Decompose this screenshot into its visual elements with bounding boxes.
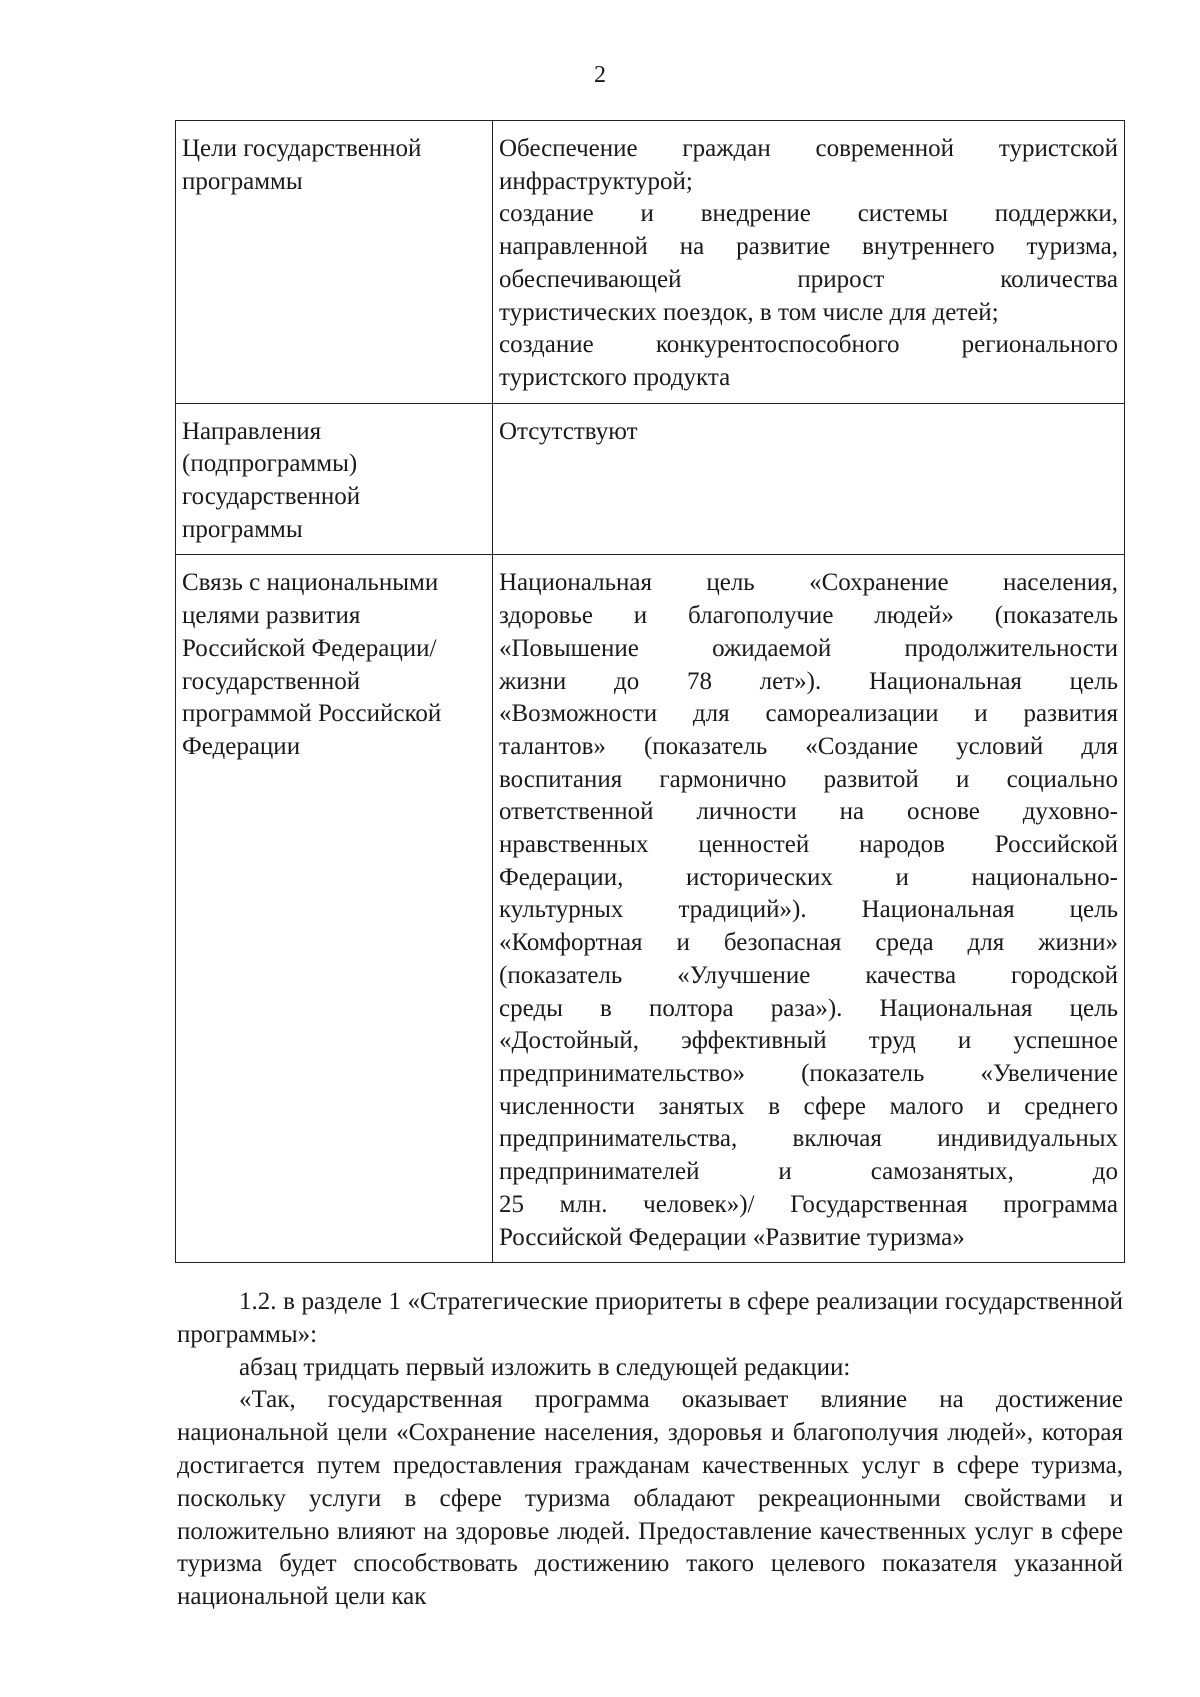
directions-label-cell (176, 403, 493, 555)
goals-value-line: Обеспечение граждан современной туристской (499, 135, 1118, 162)
national-goals-value-line: численности занятых в сфере малого и среднего (499, 1092, 1118, 1120)
national-goals-label-line: государственной (182, 667, 361, 695)
document-body-text (177, 1286, 1123, 1614)
directions-label-line: Направления (182, 417, 322, 445)
national-goals-label-line: Российской Федерации/ (182, 634, 437, 662)
instruction-paragraph: абзац тридцать первый изложить в следующей редакции: (239, 1353, 851, 1381)
amendment-paragraph: 1.2. в разделе 1 «Стратегические приоритеты в сфере реализации государственной программы»: (177, 1288, 1123, 1348)
goals-value-line: туристского продукта (499, 363, 731, 391)
goals-label-line: Цели государственной (182, 135, 422, 162)
national-goals-value-line: «Возможности для самореализации и развития (499, 700, 1118, 728)
goals-label-cell (176, 121, 493, 404)
goals-value-line: создание и внедрение системы поддержки, (499, 200, 1118, 228)
national-goals-value-line: жизни до 78 лет»). Национальная цель (499, 667, 1118, 695)
national-goals-label-line: Связь с национальными (182, 569, 439, 597)
program-passport-table (175, 120, 1125, 1263)
goals-value-line: туристических поездок, в том числе для детей; (499, 298, 999, 326)
national-goals-value-line: Национальная цель «Сохранение населения, (499, 569, 1118, 597)
page-number: 2 (594, 62, 606, 88)
national-goals-value-line: предпринимательство» (показатель «Увеличение (499, 1059, 1118, 1087)
national-goals-value-line: 25 млн. человек»)/ Государственная программа (499, 1190, 1118, 1218)
table-row-directions (176, 403, 1125, 555)
national-goals-value-line: талантов» (показатель «Создание условий для (499, 732, 1118, 760)
goals-value-cell (493, 121, 1125, 404)
national-goals-label-line: целями развития (182, 602, 361, 630)
directions-label-line: программы (182, 515, 303, 543)
national-goals-value-line: «Комфортная и безопасная среда для жизни» (499, 929, 1118, 957)
national-goals-value-line: воспитания гармонично развитой и социально (499, 765, 1118, 793)
directions-label-line: государственной (182, 483, 361, 511)
national-goals-value-line: нравственных ценностей народов Российской (499, 831, 1118, 859)
goals-label-line: программы (182, 167, 303, 195)
goals-value-line: направленной на развитие внутреннего туризма, (499, 233, 1118, 261)
national-goals-value-line: ответственной личности на основе духовно- (499, 798, 1118, 826)
national-goals-label-line: Федерации (182, 732, 301, 760)
national-goals-value-line: «Достойный, эффективный труд и успешное (499, 1027, 1118, 1055)
national-goals-value-line: (показатель «Улучшение качества городской (499, 961, 1118, 989)
quoted-paragraph: «Так, государственная программа оказывает влияние на достижение национальной цели «Сохранение населения, здоровья и благополучия людей», которая достигается путем предоставления гражданам качественных услуг в сфере туризма, поскольку услуги в сфере туризма обладают рекреационными свойствами и положительно влияют на здоровье людей. Предоставление качественных услуг в сфере туризма будет способствовать достижению такого целевого показателя указанной национальной цели как (177, 1386, 1123, 1611)
goals-value-line: обеспечивающей прирост количества (499, 265, 1118, 293)
national-goals-label-cell (176, 555, 493, 1263)
national-goals-value-line: «Повышение ожидаемой продолжительности (499, 634, 1118, 662)
directions-value-line: Отсутствуют (499, 417, 638, 445)
national-goals-value-line: здоровье и благополучие людей» (показатель (499, 602, 1118, 630)
table-row-goals (176, 121, 1125, 404)
national-goals-value-line: предпринимателей и самозанятых, до (499, 1158, 1118, 1186)
national-goals-value-cell (493, 555, 1125, 1263)
goals-value-line: инфраструктурой; (499, 167, 693, 195)
national-goals-value-line: предпринимательства, включая индивидуальных (499, 1125, 1118, 1153)
national-goals-value-line: Федерации, исторических и национально- (499, 863, 1118, 891)
national-goals-value-line: культурных традиций»). Национальная цель (499, 896, 1118, 924)
directions-value-cell (493, 403, 1125, 555)
national-goals-label-line: программой Российской (182, 700, 442, 728)
goals-value-line: создание конкурентоспособного регионального (499, 331, 1118, 359)
national-goals-value-line: среды в полтора раза»). Национальная цель (499, 994, 1118, 1022)
table-row-national-goals (176, 555, 1125, 1263)
national-goals-value-line: Российской Федерации «Развитие туризма» (499, 1223, 965, 1251)
directions-label-line: (подпрограммы) (182, 450, 358, 478)
